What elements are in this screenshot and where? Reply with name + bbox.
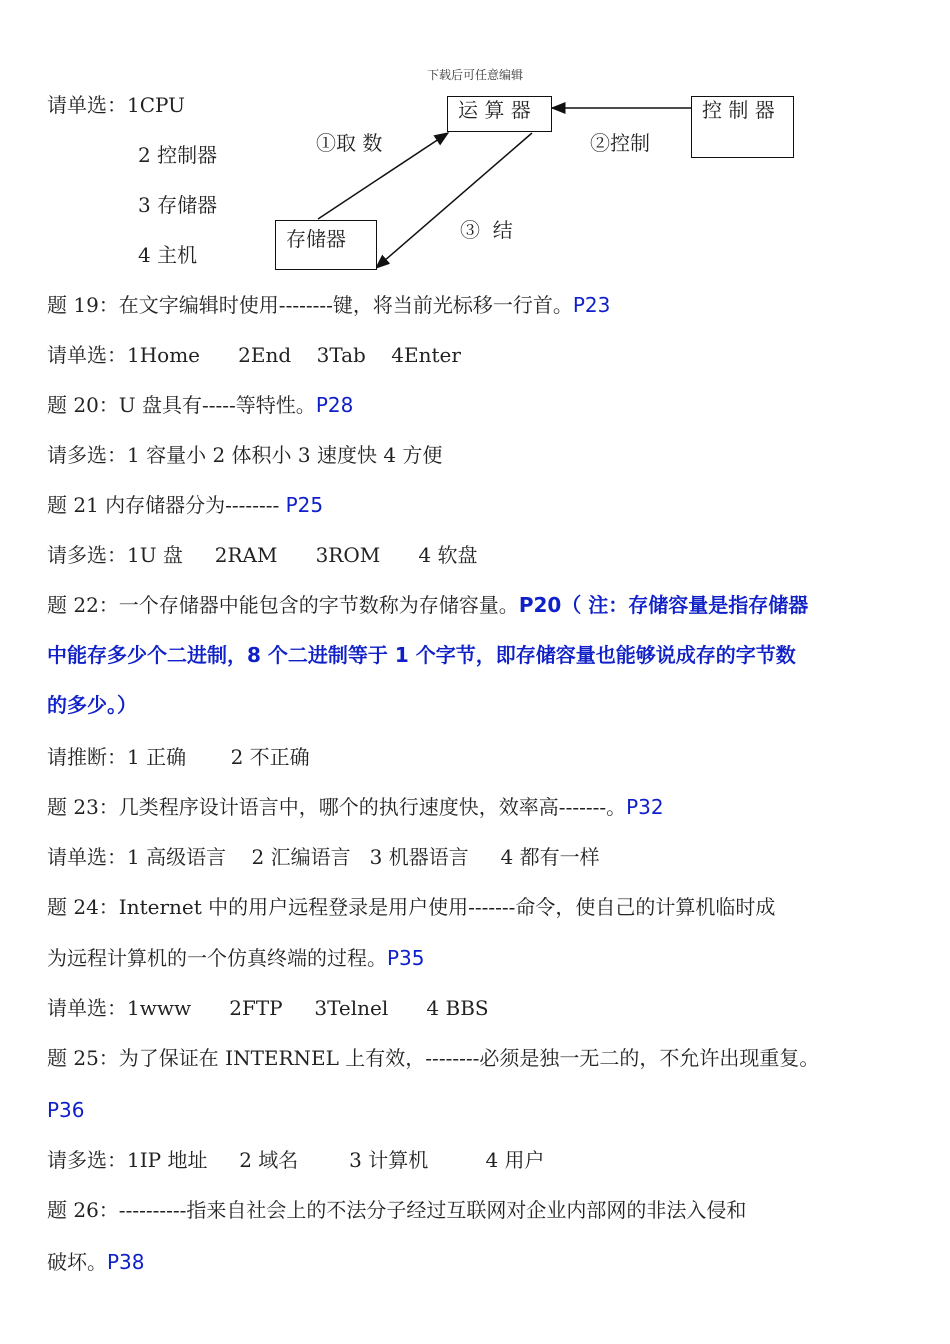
line-text: 题 19：在文字编辑时使用--------键，将当前光标移一行首。 (47, 293, 573, 317)
line-text: 请多选：1 容量小 2 体积小 3 速度快 4 方便 (47, 443, 443, 467)
text-line (47, 946, 425, 970)
line-text: 请单选：1Home 2End 3Tab 4Enter (47, 343, 461, 367)
line-text: 请单选：1 高级语言 2 汇编语言 3 机器语言 4 都有一样 (47, 845, 600, 869)
text-line (47, 593, 808, 617)
page-reference: P25 (285, 493, 324, 517)
line-text: 题 25：为了保证在 INTERNEL 上有效，--------必须是独一无二的，不允许出现重复。 (47, 1046, 820, 1070)
line-text: 请单选：1www 2FTP 3Telnel 4 BBS (47, 996, 489, 1020)
label-fetch: ①取 数 (316, 131, 383, 155)
q18-option-4: 4 主机 (138, 243, 198, 267)
line-text: 题 24：Internet 中的用户远程登录是用户使用-------命令，使自己的计算机临时成 (47, 895, 776, 919)
line-text: 题 20：U 盘具有-----等特性。 (47, 393, 316, 417)
label-control: ②控制 (590, 131, 650, 155)
line-text: 题 22：一个存储器中能包含的字节数称为存储容量。 (47, 593, 519, 617)
text-line (47, 1046, 819, 1070)
arrow-result (376, 133, 532, 268)
text-line (47, 895, 775, 919)
text-line (47, 643, 796, 667)
text-line (47, 795, 664, 819)
box-controller: 控 制 器 (691, 96, 794, 158)
line-text: 破坏。 (47, 1250, 107, 1274)
page-reference: P23 (572, 293, 611, 317)
text-line (47, 996, 489, 1020)
text-line (47, 443, 442, 467)
q18-option-3: 3 存储器 (138, 193, 218, 217)
text-line (47, 543, 477, 567)
text-line (47, 293, 610, 317)
line-text: 题 26：----------指来自社会上的不法分子经过互联网对企业内部网的非法入侵和 (47, 1198, 747, 1222)
text-line (47, 845, 600, 869)
line-text: 题 23：几类程序设计语言中，哪个的执行速度快，效率高-------。 (47, 795, 627, 819)
page-reference: P35 (387, 946, 425, 970)
label-result: ③ 结 (460, 218, 513, 242)
box-memory: 存储器 (275, 220, 377, 270)
text-line (47, 493, 323, 517)
text-line (47, 1148, 545, 1172)
line-note: 的多少。） (47, 693, 137, 717)
line-text: 请多选：1U 盘 2RAM 3ROM 4 软盘 (47, 543, 478, 567)
page-reference: P20（ 注：存储容量是指存储器 (518, 593, 809, 617)
q18-option-2: 2 控制器 (138, 143, 218, 167)
text-line (47, 1098, 85, 1122)
page-reference: P32 (626, 795, 664, 819)
text-line (47, 745, 310, 769)
text-line (47, 1250, 145, 1274)
diagram-arrows (0, 0, 950, 300)
line-text: 请多选：1IP 地址 2 域名 3 计算机 4 用户 (47, 1148, 545, 1172)
text-line (47, 693, 137, 717)
text-line (47, 343, 461, 367)
q18-prompt: 请单选：1CPU (47, 93, 185, 117)
page-reference: P36 (47, 1098, 85, 1122)
box-alu: 运 算 器 (447, 96, 552, 132)
line-text: 题 21 内存储器分为-------- (47, 493, 286, 517)
text-line (47, 1198, 746, 1222)
line-text: 为远程计算机的一个仿真终端的过程。 (47, 946, 387, 970)
line-note: 中能存多少个二进制，8 个二进制等于 1 个字节，即存储容量也能够说成存的字节数 (47, 643, 796, 667)
line-text: 请推断：1 正确 2 不正确 (47, 745, 310, 769)
page-reference: P38 (107, 1250, 145, 1274)
text-line (47, 393, 353, 417)
page-reference: P28 (315, 393, 354, 417)
page-header: 下载后可任意编辑 (426, 68, 523, 82)
